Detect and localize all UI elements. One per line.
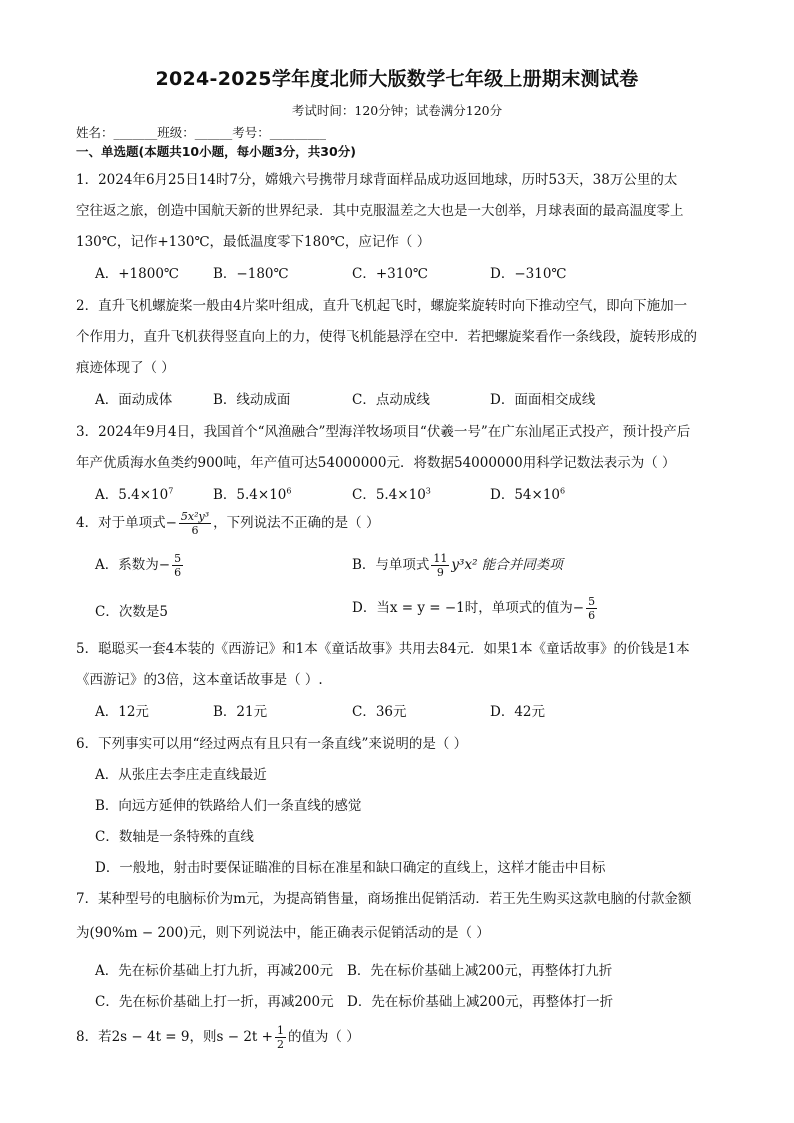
question-2-option-d: D．面面相交成线 [490, 392, 596, 408]
question-8-stem [76, 1024, 360, 1051]
question-2-line-3: 痕迹体现了（ ） [76, 360, 175, 376]
fraction-denominator: 6 [174, 566, 182, 579]
option-b-exponent: 6 [286, 486, 292, 496]
question-4-prefix: 4．对于单项式− [76, 515, 177, 531]
exam-time-info: 考试时间：120分钟；试卷满分120分 [291, 103, 503, 118]
question-4-suffix: ，下列说法不正确的是（ ） [213, 515, 380, 531]
question-6-option-b: B．向远方延伸的铁路给人们一条直线的感觉 [95, 798, 362, 814]
fraction-numerator: 1 [276, 1024, 284, 1037]
question-1-option-d: D．−310℃ [490, 266, 567, 282]
option-d-text: D．当x = y = −1时，单项式的值为− [352, 600, 585, 616]
question-1-line-1: 1．2024年6月25日14时7分，嫦娥六号携带月球背面样品成功返回地球，历时53天，38万公里的太 [76, 172, 678, 188]
question-7-option-a: A．先在标价基础上打九折，再减200元 [95, 963, 334, 979]
question-6-option-a: A．从张庄去李庄走直线最近 [95, 767, 267, 783]
option-a-text: A．5.4×10 [95, 487, 169, 503]
question-2-option-c: C．点动成线 [352, 392, 430, 408]
question-3-line-2: 年产优质海水鱼类约900吨，年产值可达54000000元．将数据54000000用科学记数法表示为（ ） [76, 455, 676, 471]
question-5-option-b: B．21元 [213, 704, 268, 720]
question-7-option-d: D．先在标价基础上减200元，再整体打一折 [347, 994, 614, 1010]
question-3-option-d [490, 483, 565, 503]
fraction-denominator: 6 [588, 609, 596, 622]
fraction-denominator: 6 [191, 524, 199, 537]
question-4-option-b [352, 552, 563, 579]
question-2-option-a: A．面动成体 [95, 392, 173, 408]
question-3-option-b [213, 483, 291, 503]
page-title: 2024-2025学年度北师大版数学七年级上册期末测试卷 [155, 68, 639, 90]
option-c-exponent: 3 [425, 486, 431, 496]
question-7-line-2: 为(90%m − 200)元，则下列说法中，能正确表示促销活动的是（ ） [76, 925, 490, 941]
question-6-line-1: 6．下列事实可以用“经过两点有且只有一条直线”来说明的是（ ） [76, 736, 468, 752]
question-5-option-d: D．42元 [490, 704, 546, 720]
fraction-numerator: 5 [174, 552, 182, 565]
question-1-line-2: 空往返之旅，创造中国航天新的世界纪录．其中克服温差之大也是一大创举，月球表面的最高温度零上 [76, 203, 684, 219]
question-5-line-2: 《西游记》的3倍，这本童话故事是（ ）. [76, 672, 323, 688]
fraction-numerator: 11 [433, 552, 448, 565]
question-5-option-a: A．12元 [95, 704, 149, 720]
question-7-line-1: 7．某种型号的电脑标价为m元，为提高销售量，商场推出促销活动．若王先生购买这款电脑的付款金额 [76, 891, 692, 907]
option-a-exponent: 7 [168, 486, 174, 496]
question-5-line-1: 5．聪聪买一套4本装的《西游记》和1本《童话故事》共用去84元．如果1本《童话故事》的价钱是1本 [76, 641, 690, 657]
monomial-fraction [179, 510, 211, 537]
option-b-suffix: y³x² 能合并同类项 [451, 557, 563, 573]
option-a-text: A．系数为− [95, 557, 171, 573]
fraction-numerator: 5x²y³ [180, 510, 210, 523]
question-2-line-2: 个作用力，直升飞机获得竖直向上的力，使得飞机能悬浮在空中．若把螺旋桨看作一条线段，旋转形成的 [76, 329, 697, 345]
question-3-line-1: 3．2024年9月4日，我国首个“风渔融合”型海洋牧场项目“伏羲一号”在广东汕尾正式投产，预计投产后 [76, 424, 691, 440]
question-2-option-b: B．线动成面 [213, 392, 291, 408]
question-2-line-1: 2．直升飞机螺旋桨一般由4片桨叶组成，直升飞机起飞时，螺旋桨旋转时向下推动空气，即向下施加一 [76, 298, 688, 314]
option-b-text: B．5.4×10 [213, 487, 287, 503]
option-b-fraction [431, 552, 449, 579]
question-6-option-d: D．一般地，射击时要保证瞄准的目标在准星和缺口确定的直线上，这样才能击中目标 [95, 860, 606, 876]
section-heading: 一、单选题(本题共10小题，每小题3分，共30分) [76, 144, 356, 159]
fraction-numerator: 5 [588, 595, 596, 608]
option-d-fraction [586, 595, 597, 622]
question-5-option-c: C．36元 [352, 704, 407, 720]
question-1-option-c: C．+310℃ [352, 266, 429, 282]
question-8-fraction [275, 1024, 286, 1051]
question-3-option-a [95, 483, 173, 503]
question-1-option-a: A．+1800℃ [95, 266, 180, 282]
question-1-line-3: 130℃，记作+130℃，最低温度零下180℃，应记作（ ） [76, 234, 431, 250]
fraction-denominator: 9 [436, 566, 444, 579]
option-d-text: D．54×10 [490, 487, 560, 503]
question-4-option-a [95, 552, 185, 579]
question-4-option-d [352, 595, 599, 622]
question-6-option-c: C．数轴是一条特殊的直线 [95, 829, 254, 845]
question-4-option-c: C．次数是5 [95, 604, 168, 620]
option-a-fraction [172, 552, 183, 579]
question-1-option-b: B．−180℃ [213, 266, 289, 282]
fraction-denominator: 2 [276, 1038, 284, 1051]
option-b-text: B．与单项式 [352, 557, 430, 573]
option-d-exponent: 6 [560, 486, 566, 496]
question-3-option-c [352, 483, 431, 503]
question-4-stem [76, 510, 379, 537]
question-7-option-b: B．先在标价基础上减200元，再整体打九折 [347, 963, 613, 979]
question-8-suffix: 的值为（ ） [287, 1029, 360, 1045]
question-7-option-c: C．先在标价基础上打一折，再减200元 [95, 994, 334, 1010]
option-c-text: C．5.4×10 [352, 487, 426, 503]
student-info-line: 姓名：_______班级：______考号：_________ [76, 125, 327, 140]
question-8-prefix: 8．若2s − 4t = 9，则s − 2t + [76, 1029, 273, 1045]
